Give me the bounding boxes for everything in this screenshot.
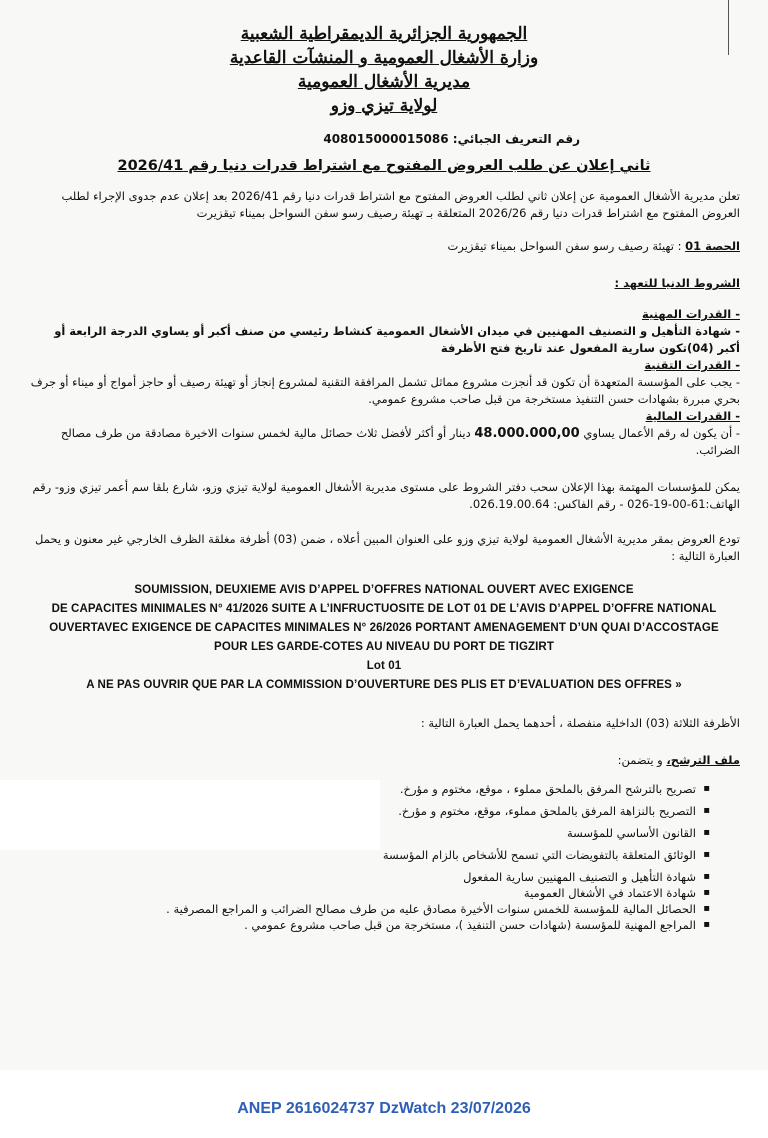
financial-text	[28, 425, 740, 459]
financial-amount: 48.000.000,00	[474, 426, 580, 441]
financial-text-end: دينار أو أكثر لأفضل ثلاث حصائل مالية لخمس سنوات الاخيرة مصادقة من طرف مصالح الضرائب.	[60, 426, 740, 457]
list-item: ▪ التصريح بالنزاهة المرفق بالملحق مملوء، موقع، مختوم و مؤرخ.	[28, 803, 708, 819]
header-directorate: مديرية الأشغال العمومية	[297, 72, 471, 92]
list-item: ▪ شهادة التأهيل و التصنيف المهنيين سارية المفعول	[28, 869, 708, 885]
list-item: ▪ المراجع المهنية للمؤسسة (شهادات حسن التنفيذ )، مستخرجة من قبل صاحب مشروع عمومي .	[28, 917, 708, 933]
candidature-suffix: و يتضمن:	[617, 753, 667, 767]
lot-line	[28, 238, 740, 255]
french-inscription	[28, 581, 740, 695]
lot-text: : تهيئة رصيف رسو سفن السواحل بميناء تيقزيرت	[447, 239, 682, 253]
list-item: ▪ القانون الأساسي للمؤسسة	[28, 825, 708, 841]
french-line-2: DE CAPACITES MINIMALES N° 41/2026 SUITE A L’INFRUCTUOSITE DE LOT 01 DE L’AVIS D’APPEL D’OFFRE NATIONAL	[51, 603, 717, 615]
french-line-5: A NE PAS OUVRIR QUE PAR LA COMMISSION D’OUVERTURE DES PLIS ET D’EVALUATION DES OFFRES »	[86, 679, 682, 691]
list-item: ▪ الحصائل المالية للمؤسسة للخمس سنوات الأخيرة مصادق عليه من طرف مصالح الضرائب و المراجع المصرفية .	[28, 901, 708, 917]
technical-text: - يجب على المؤسسة المتعهدة أن تكون قد أنجزت مشروع مماثل تشمل المرافقة التقنية لمشروع إنجاز أو تهيئة رصيف أو حاجز أمواج أو ميناء أو جرف بحري مبررة بشهادات حسن التنفيذ مستخرجة من قبل صاحب مشروع عمومي.	[30, 375, 740, 406]
list-item: ▪ الوثائق المتعلقة بالتفويضات التي تسمح للأشخاص بالزام المؤسسة	[28, 847, 708, 863]
list-item: ▪ تصريح بالترشح المرفق بالملحق مملوء ، موقع، مختوم و مؤرخ.	[28, 781, 708, 797]
tax-id: رقم التعريف الجبائي: 408015000015086	[323, 132, 580, 146]
candidature-title: ملف الترشح،	[666, 753, 740, 767]
french-line-1: SOUMISSION, DEUXIEME AVIS D’APPEL D’OFFRES NATIONAL OUVERT AVEC EXIGENCE	[134, 584, 634, 596]
intro-paragraph: تعلن مديرية الأشغال العمومية عن إعلان ثاني لطلب العروض المفتوح مع اشتراط قدرات دنيا رقم 2026/41 بعد إعلان عدم جدوى الإجراء لطلب العروض المفتوح مع اشتراط قدرات دنيا رقم 2026/26 المتعلقة بـ تهيئة رصيف رسو سفن السواحل بميناء تيقزيرت	[61, 189, 740, 220]
lot-label: الحصة 01	[685, 239, 740, 253]
footer-reference: ANEP 2616024737 DzWatch 23/07/2026	[237, 1100, 531, 1117]
conditions-title: الشروط الدنيا للتعهد :	[614, 276, 740, 290]
list-item: ▪ شهادة الاعتماد في الأشغال العمومية	[28, 885, 708, 901]
financial-text-start: - أن يكون له رقم الأعمال يساوي	[583, 426, 740, 440]
notice-title: ثاني إعلان عن طلب العروض المفتوح مع اشتراط قدرات دنيا رقم 2026/41	[117, 158, 651, 174]
header-wilaya: لولاية تيزي وزو	[330, 96, 438, 116]
deposit-paragraph: تودع العروض بمقر مديرية الأشغال العمومية لولاية تيزي وزو على العنوان المبين أعلاه ، ضمن (03) أظرفة مغلقة الظرف الخارجي غير معنون و يحمل العبارة التالية :	[35, 532, 740, 563]
professional-text: - شهادة التأهيل و التصنيف المهنيين في ميدان الأشغال العمومية كنشاط رئيسي من صنف أكبر أو يساوي الدرجة الرابعة أو أكبر (04)تكون سارية المفعول عند تاريخ فتح الأظرفة	[54, 324, 740, 355]
french-line-3: OUVERTAVEC EXIGENCE DE CAPACITES MINIMALES N° 26/2026 PORTANT AMENAGEMENT D’UN QUAI D’ACCOSTAGE	[49, 622, 719, 634]
header-ministry: وزارة الأشغال العمومية و المنشآت القاعدية	[229, 48, 539, 68]
redacted-area	[0, 780, 380, 850]
technical-title: - القدرات التقنية	[644, 358, 740, 372]
french-line-lot: Lot 01	[366, 660, 402, 672]
french-line-4: POUR LES GARDE-COTES AU NIVEAU DU PORT DE TIGZIRT	[214, 641, 554, 653]
financial-title: - القدرات المالية	[645, 409, 740, 423]
withdraw-paragraph: يمكن للمؤسسات المهتمة بهذا الإعلان سحب دفتر الشروط على مستوى مديرية الأشغال العمومية لولاية تيزي وزو، شارع بلقا سم أعمر تيزي وزو- رقم الهاتف:61-00-19-026 - رقم الفاكس: 026.19.00.64.	[32, 480, 740, 511]
professional-title: - القدرات المهنية	[641, 307, 740, 321]
envelopes-paragraph: الأظرفة الثلاثة (03) الداخلية منفصلة ، أحدهما يحمل العبارة التالية :	[420, 716, 740, 730]
header-republic: الجمهورية الجزائرية الديمقراطية الشعبية	[240, 24, 528, 44]
candidature-heading	[28, 752, 740, 769]
